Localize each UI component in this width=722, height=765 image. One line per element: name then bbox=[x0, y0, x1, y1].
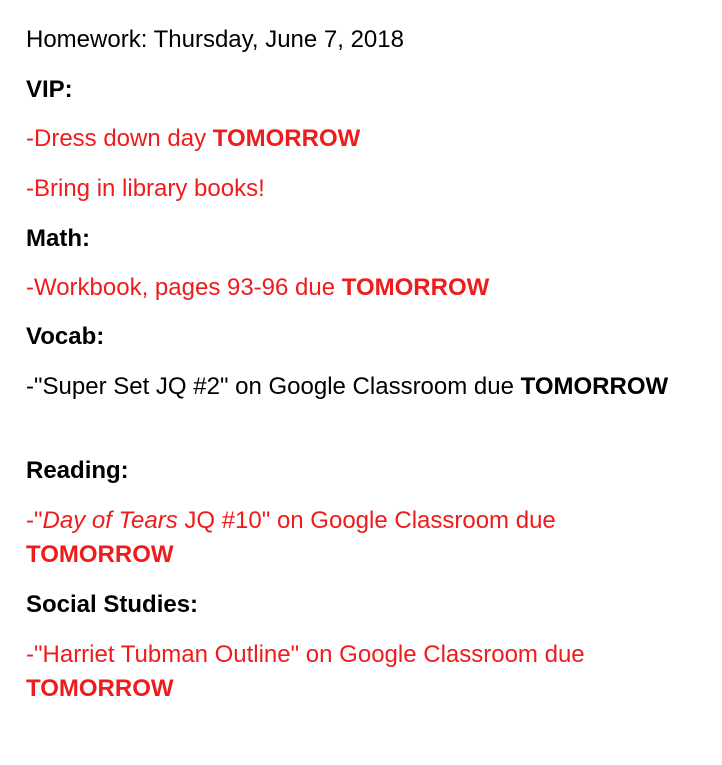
reading-item-book-title: Day of Tears bbox=[42, 507, 178, 534]
math-item-workbook-emphasis: TOMORROW bbox=[341, 274, 490, 301]
reading-item-text: JQ #10" on Google Classroom due bbox=[177, 507, 556, 534]
section-heading-vocab: Vocab: bbox=[26, 323, 105, 350]
reading-item-prefix: -" bbox=[26, 507, 43, 534]
vip-item-dress-down-text: -Dress down day bbox=[26, 125, 213, 152]
math-item-workbook bbox=[26, 271, 489, 305]
reading-item-day-of-tears bbox=[26, 504, 696, 572]
section-heading-vip: VIP: bbox=[26, 76, 73, 103]
vocab-item-super-set-text: -"Super Set JQ #2" on Google Classroom due bbox=[26, 373, 521, 400]
section-heading-math: Math: bbox=[26, 225, 90, 252]
math-item-workbook-text: -Workbook, pages 93-96 due bbox=[26, 274, 342, 301]
vocab-item-super-set bbox=[26, 370, 696, 404]
social-studies-item-tubman bbox=[26, 638, 696, 706]
page-title: Homework: Thursday, June 7, 2018 bbox=[26, 26, 404, 53]
vip-item-dress-down-emphasis: TOMORROW bbox=[212, 125, 361, 152]
vip-item-library-books: -Bring in library books! bbox=[26, 175, 265, 202]
reading-item-emphasis: TOMORROW bbox=[26, 541, 174, 568]
vip-item-dress-down bbox=[26, 122, 360, 156]
section-heading-social-studies: Social Studies: bbox=[26, 591, 199, 618]
section-heading-reading: Reading: bbox=[26, 457, 129, 484]
social-studies-item-tubman-text: -"Harriet Tubman Outline" on Google Classroom due bbox=[26, 641, 585, 668]
vocab-item-super-set-emphasis: TOMORROW bbox=[520, 373, 669, 400]
social-studies-item-tubman-emphasis: TOMORROW bbox=[26, 675, 174, 702]
